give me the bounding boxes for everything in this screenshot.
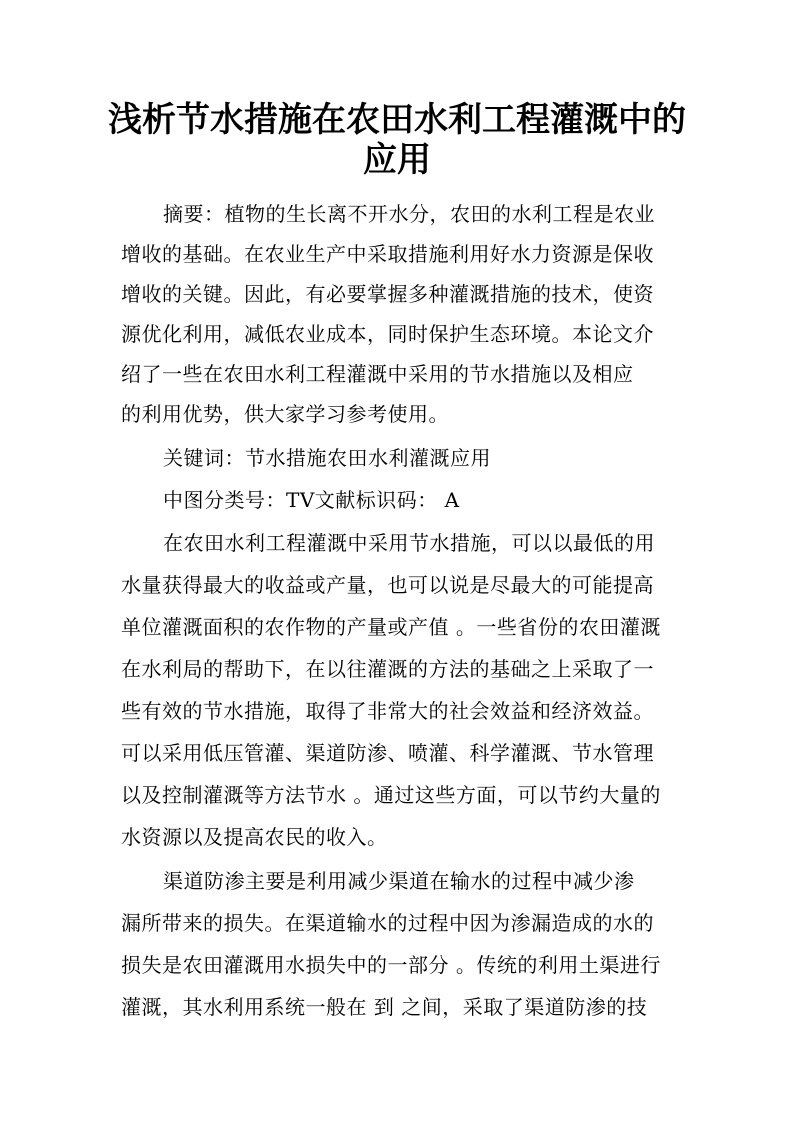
paragraph-line: 在农田水利工程灌溉中采用节水措施，可以以最低的用 [163,531,655,555]
paragraph-line: 可以采用低压管灌、渠道防渗、喷灌、科学灌溉、节水管理 [121,741,654,765]
document-title-line-1: 浅析节水措施在农田水利工程灌溉中的 [108,100,686,140]
abstract-line: 摘要：植物的生长离不开水分，农田的水利工程是农业 [163,202,655,226]
paragraph-line: 损失是农田灌溉用水损失中的一部分 。传统的利用土渠进行 [121,953,661,977]
paragraph-line: 水资源以及提高农民的收入。 [121,825,388,849]
abstract-line: 增收的关键。因此，有必要掌握多种灌溉措施的技术，使资 [121,282,654,306]
abstract-line: 绍了一些在农田水利工程灌溉中采用的节水措施以及相应 [121,362,634,386]
paragraph-line: 水量获得最大的收益或产量，也可以说是尽最大的可能提高 [121,573,654,597]
paragraph-line: 灌溉，其水利用系统一般在 到 之间，采取了渠道防渗的技 [121,995,648,1019]
paragraph-line: 漏所带来的损失。在渠道输水的过程中因为渗漏造成的水的 [121,911,654,935]
paragraph-line: 以及控制灌溉等方法节水 。通过这些方面，可以节约大量的 [121,783,661,807]
abstract-line: 增收的基础。在农业生产中采取措施利用好水力资源是保收 [121,242,654,266]
paragraph-line: 单位灌溉面积的农作物的产量或产值 。一些省份的农田灌溉 [121,615,661,639]
classification-number: 中图分类号：TV文献标识码： A [163,488,460,512]
keywords: 关键词：节水措施农田水利灌溉应用 [163,446,491,470]
paragraph-line: 渠道防渗主要是利用减少渠道在输水的过程中减少渗 [163,869,635,893]
document-title-line-2: 应用 [363,140,431,180]
paragraph-line: 些有效的节水措施，取得了非常大的社会效益和经济效益。 [121,699,654,723]
abstract-line: 源优化利用，减低农业成本，同时保护生态环境。本论文介 [121,322,654,346]
abstract-line: 的利用优势，供大家学习参考使用。 [121,402,449,426]
paragraph-line: 在水利局的帮助下，在以往灌溉的方法的基础之上采取了一 [121,657,654,681]
